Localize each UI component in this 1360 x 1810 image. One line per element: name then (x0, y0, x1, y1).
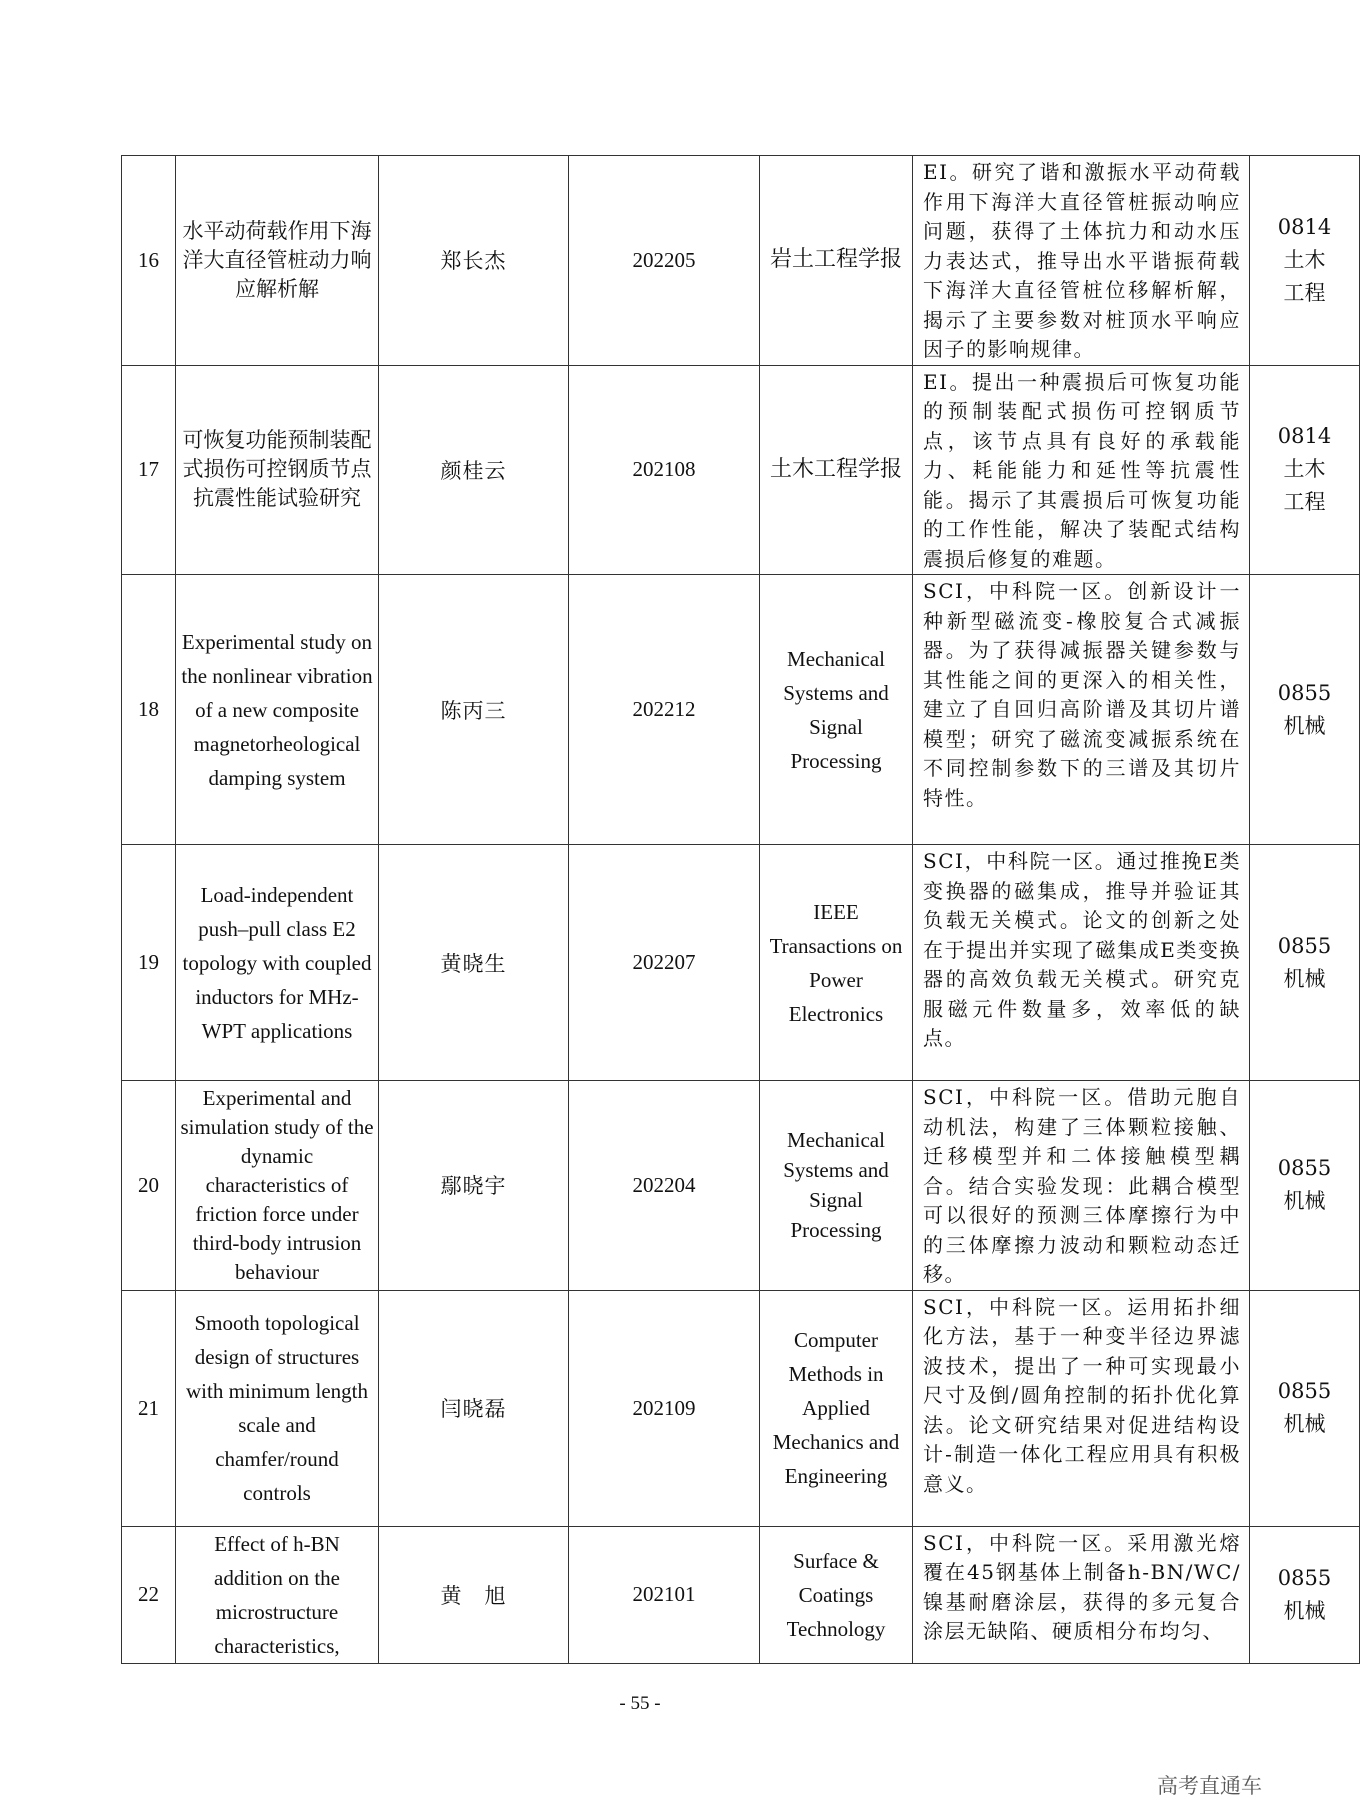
description: SCI，中科院一区。运用拓扑细化方法，基于一种变半径边界滤波技术，提出了一种可实现最小尺寸及倒/圆角控制的拓扑优化算法。论文研究结果对促进结构设计-制造一体化工程应用具有积极意义。 (913, 1290, 1250, 1526)
table-row (122, 1081, 1360, 1291)
paper-title: 水平动荷载作用下海洋大直径管桩动力响应解析解 (176, 156, 379, 366)
author: 闫晓磊 (379, 1290, 569, 1526)
paper-title: Experimental and simulation study of the dynamic characteristics of friction force under third-body intrusion behaviour (176, 1081, 379, 1291)
discipline: 0855 机械 (1250, 1290, 1360, 1526)
row-number: 18 (122, 575, 176, 845)
journal: 土木工程学报 (760, 365, 913, 575)
row-number: 16 (122, 156, 176, 366)
journal: Mechanical Systems and Signal Processing (760, 575, 913, 845)
row-number: 21 (122, 1290, 176, 1526)
journal: IEEE Transactions on Power Electronics (760, 845, 913, 1081)
journal: Mechanical Systems and Signal Processing (760, 1081, 913, 1291)
publish-date: 202212 (569, 575, 760, 845)
author: 陈丙三 (379, 575, 569, 845)
page-number: - 55 - (619, 1693, 661, 1714)
journal: 岩土工程学报 (760, 156, 913, 366)
description: EI。研究了谐和激振水平动荷载作用下海洋大直径管桩振动响应问题，获得了土体抗力和动水压力表达式，推导出水平谐振荷载下海洋大直径管桩位移解析解，揭示了主要参数对桩顶水平响应因子的影响规律。 (913, 156, 1250, 366)
description: SCI，中科院一区。通过推挽E类变换器的磁集成，推导并验证其负载无关模式。论文的创新之处在于提出并实现了磁集成E类变换器的高效负载无关模式。研究克服磁元件数量多，效率低的缺点。 (913, 845, 1250, 1081)
paper-title: Load-independent push–pull class E2 topology with coupled inductors for MHz-WPT applications (176, 845, 379, 1081)
publish-date: 202204 (569, 1081, 760, 1291)
publish-date: 202205 (569, 156, 760, 366)
discipline: 0814 土木 工程 (1250, 156, 1360, 366)
author: 郑长杰 (379, 156, 569, 366)
table-row (122, 575, 1360, 845)
author: 黄 旭 (379, 1526, 569, 1663)
table-row (122, 365, 1360, 575)
discipline: 0855 机械 (1250, 575, 1360, 845)
author: 黄晓生 (379, 845, 569, 1081)
author: 鄢晓宇 (379, 1081, 569, 1291)
table-row (122, 1526, 1360, 1663)
discipline: 0855 机械 (1250, 845, 1360, 1081)
publish-date: 202108 (569, 365, 760, 575)
discipline: 0814 土木 工程 (1250, 365, 1360, 575)
publish-date: 202207 (569, 845, 760, 1081)
row-number: 19 (122, 845, 176, 1081)
publish-date: 202101 (569, 1526, 760, 1663)
journal: Computer Methods in Applied Mechanics and Engineering (760, 1290, 913, 1526)
description: SCI，中科院一区。采用激光熔覆在45钢基体上制备h-BN/WC/镍基耐磨涂层，获得的多元复合涂层无缺陷、硬质相分布均匀、 (913, 1526, 1250, 1663)
row-number: 22 (122, 1526, 176, 1663)
description: SCI，中科院一区。创新设计一种新型磁流变-橡胶复合式减振器。为了获得减振器关键参数与其性能之间的更深入的相关性，建立了自回归高阶谱及其切片谱模型；研究了磁流变减振系统在不同控制参数下的三谱及其切片特性。 (913, 575, 1250, 845)
discipline: 0855 机械 (1250, 1526, 1360, 1663)
table-row (122, 845, 1360, 1081)
journal: Surface & Coatings Technology (760, 1526, 913, 1663)
table-row (122, 156, 1360, 366)
table-row (122, 1290, 1360, 1526)
paper-title: Effect of h-BN addition on the microstructure characteristics, (176, 1526, 379, 1663)
row-number: 17 (122, 365, 176, 575)
paper-title: Experimental study on the nonlinear vibration of a new composite magnetorheological damping system (176, 575, 379, 845)
row-number: 20 (122, 1081, 176, 1291)
description: SCI，中科院一区。借助元胞自动机法，构建了三体颗粒接触、迁移模型并和二体接触模型耦合。结合实验发现：此耦合模型可以很好的预测三体摩擦行为中的三体摩擦力波动和颗粒动态迁移。 (913, 1081, 1250, 1291)
achievements-table (121, 155, 1360, 1664)
paper-title: 可恢复功能预制装配式损伤可控钢质节点抗震性能试验研究 (176, 365, 379, 575)
description: EI。提出一种震损后可恢复功能的预制装配式损伤可控钢质节点，该节点具有良好的承载能力、耗能能力和延性等抗震性能。揭示了其震损后可恢复功能的工作性能，解决了装配式结构震损后修复的难题。 (913, 365, 1250, 575)
publish-date: 202109 (569, 1290, 760, 1526)
watermark: 高考直通车 (1157, 1774, 1262, 1798)
paper-title: Smooth topological design of structures with minimum length scale and chamfer/round controls (176, 1290, 379, 1526)
discipline: 0855 机械 (1250, 1081, 1360, 1291)
author: 颜桂云 (379, 365, 569, 575)
